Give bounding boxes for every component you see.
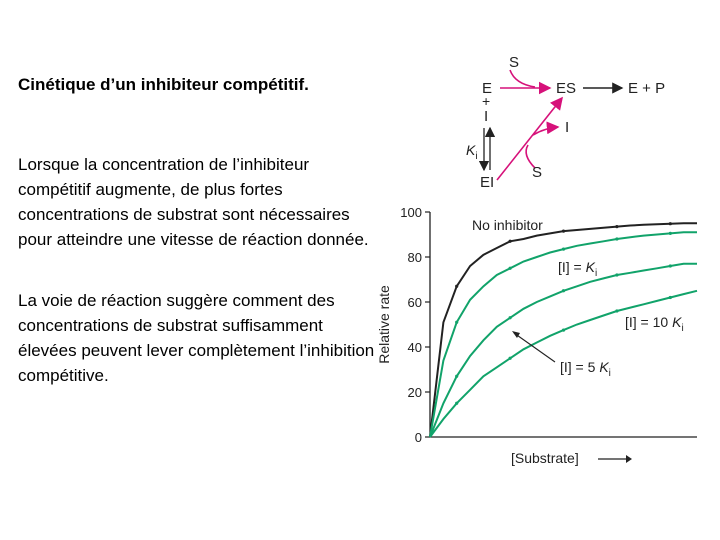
paragraph-reaction-pathway: La voie de réaction suggère comment des concentrations de substrat suffisamment élevées peuvent lever complètement l’inhibition compétitive.: [18, 291, 375, 385]
label-10ki: [I] = 10 $K_i$: [625, 314, 684, 334]
series-point-1-6: [509, 267, 512, 270]
chart-axes: [376, 205, 697, 466]
series-point-1-18: [669, 232, 672, 235]
slide-title: Cinétique d’un inhibiteur compétitif.: [18, 75, 309, 94]
scheme-e: E: [482, 80, 493, 97]
chart-labels: [472, 217, 684, 379]
series-point-2-2: [455, 375, 458, 378]
series-point-1-10: [562, 248, 565, 251]
series-point-0-10: [562, 230, 565, 233]
series-point-0-2: [455, 285, 458, 288]
scheme-ei: EI: [480, 174, 495, 191]
y-tick-label-0: 0: [414, 430, 422, 445]
scheme-s-bottom: S: [532, 164, 543, 181]
series-point-3-14: [615, 309, 618, 312]
label-5ki: [I] = 5 $K_i$: [560, 359, 611, 379]
scheme-i-left: I: [484, 108, 489, 125]
series-point-2-14: [615, 273, 618, 276]
series-point-0-18: [669, 222, 672, 225]
scheme-s-top: S: [509, 54, 520, 71]
series-point-0-6: [509, 240, 512, 243]
series-point-3-18: [669, 296, 672, 299]
y-tick-label-20: 20: [407, 385, 422, 400]
label-no-inhibitor: No inhibitor: [472, 217, 543, 233]
x-axis-arrowhead: [626, 455, 632, 463]
scheme-i-right: I: [565, 119, 570, 136]
y-tick-label-60: 60: [407, 295, 422, 310]
paragraph-inhibitor-concentration: Lorsque la concentration de l’inhibiteur compétitif augmente, de plus fortes concentrations de substrat sont nécessaires pour atteindre une vitesse de réaction donnée.: [18, 155, 369, 249]
series-point-2-18: [669, 264, 672, 267]
x-axis-label: [Substrate]: [511, 450, 579, 466]
y-tick-label-100: 100: [400, 205, 422, 220]
series-point-2-6: [509, 316, 512, 319]
series-point-1-2: [455, 321, 458, 324]
label-ki: $[I] = K_i$: [558, 259, 598, 279]
scheme-es: ES: [556, 80, 577, 97]
y-axis-label: Relative rate: [376, 285, 392, 364]
series-point-3-6: [509, 357, 512, 360]
series-point-3-2: [455, 402, 458, 405]
y-tick-label-80: 80: [407, 250, 422, 265]
scheme-ki: $K_i$: [466, 142, 478, 162]
series-point-3-10: [562, 329, 565, 332]
series-point-1-14: [615, 237, 618, 240]
scheme-ep: E + P: [628, 80, 666, 97]
series-point-2-10: [562, 289, 565, 292]
scheme-plus: +: [482, 93, 491, 109]
y-tick-label-40: 40: [407, 340, 422, 355]
series-point-0-14: [615, 225, 618, 228]
